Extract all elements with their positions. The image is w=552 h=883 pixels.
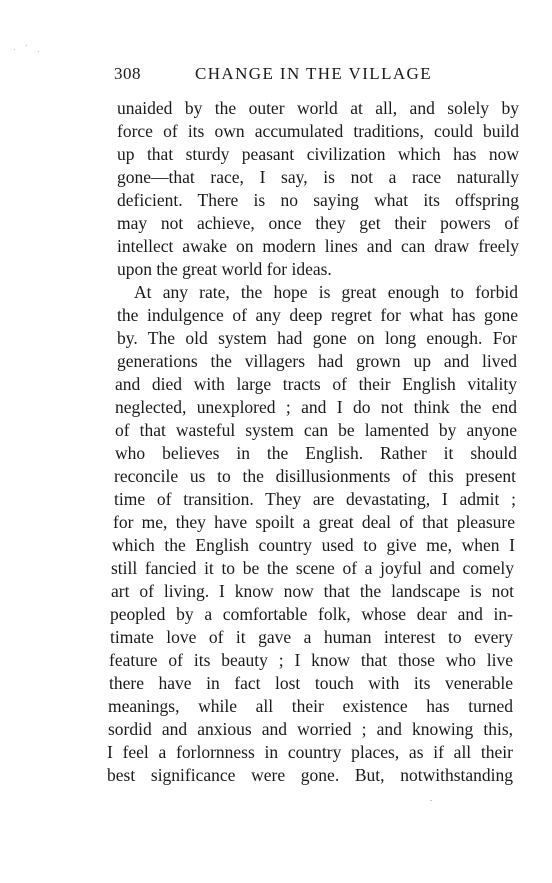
- text-line: neglected, unexplored ; and I do not think the end: [115, 397, 517, 417]
- text-line: deficient. There is no saying what its offspring: [117, 190, 519, 210]
- text-line: and died with large tracts of their English vitality: [115, 374, 517, 394]
- text-line: who believes in the English. Rather it should: [115, 443, 517, 463]
- text-line: may not achieve, once they get their powers of: [117, 213, 519, 233]
- text-line: gone—that race, I say, is not a race naturally: [117, 167, 519, 187]
- text-line: there have in fact lost touch with its venerable: [109, 673, 513, 693]
- paper-speck: [430, 800, 432, 801]
- text-line: peopled by a comfortable folk, whose dear and in-: [110, 604, 513, 624]
- text-line: sordid and anxious and worried ; and knowing this,: [108, 719, 513, 739]
- text-line: which the English country used to give me, when I: [112, 535, 515, 555]
- paragraph-first-line: At any rate, the hope is great enough to forbid: [134, 282, 518, 302]
- text-line: up that sturdy peasant civilization which has now: [117, 144, 519, 164]
- text-line: of that wasteful system can be lamented by anyone: [115, 420, 517, 440]
- text-line: feature of its beauty ; I know that those who live: [109, 650, 513, 670]
- text-line: still fancied it to be the scene of a joyful and comely: [111, 558, 514, 578]
- text-line: the indulgence of any deep regret for what has gone: [117, 305, 518, 325]
- text-line: time of transition. They are devastating, I admit ;: [114, 489, 516, 509]
- text-line: generations the villagers had grown up and lived: [117, 351, 517, 371]
- text-line: force of its own accumulated traditions, could build: [117, 121, 519, 141]
- text-line: I feel a forlornness in country places, as if all their: [107, 742, 513, 762]
- text-line: unaided by the outer world at all, and solely by: [117, 98, 519, 118]
- text-line: for me, they have spoilt a great deal of that pleasure: [113, 512, 515, 532]
- text-line: meanings, while all their existence has turned: [108, 696, 513, 716]
- text-line: timate love of it gave a human interest to every: [110, 627, 513, 647]
- text-line: reconcile us to the disillusionments of this present: [114, 466, 516, 486]
- text-line: by. The old system had gone on long enough. For: [117, 328, 517, 348]
- text-line: upon the great world for ideas.: [117, 259, 332, 279]
- page-number: 308: [114, 64, 141, 83]
- text-line: intellect awake on modern lines and can draw freely: [117, 236, 519, 256]
- text-line: art of living. I know now that the landscape is not: [111, 581, 514, 601]
- text-line: best significance were gone. But, notwithstanding: [107, 765, 513, 785]
- running-head: CHANGE IN THE VILLAGE: [195, 64, 432, 83]
